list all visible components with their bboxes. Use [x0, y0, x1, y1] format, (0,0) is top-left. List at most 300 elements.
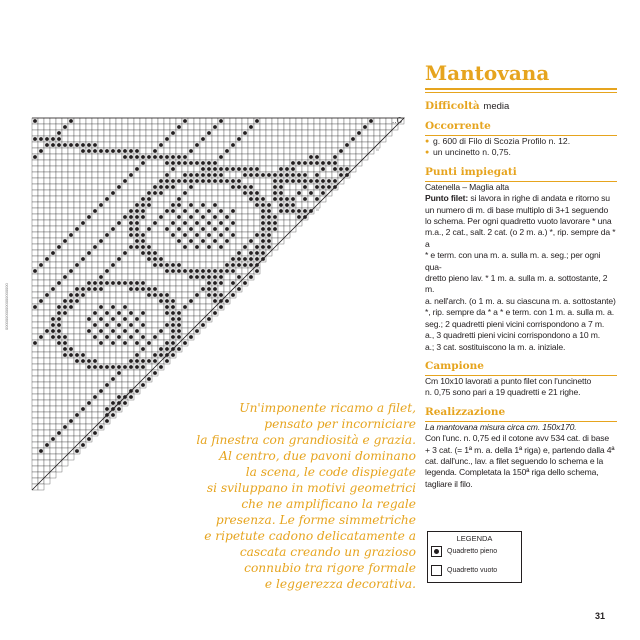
grid-cell [128, 304, 134, 310]
filled-dot [129, 173, 133, 177]
grid-cell [116, 274, 122, 280]
grid-cell [134, 292, 140, 298]
filled-dot [207, 281, 211, 285]
title-rule-thin [425, 92, 617, 93]
filled-dot [153, 293, 157, 297]
grid-cell [164, 328, 170, 334]
filled-dot [141, 209, 145, 213]
grid-cell [242, 136, 248, 142]
grid-cell [44, 244, 50, 250]
filled-dot [153, 353, 157, 357]
grid-cell [338, 118, 344, 124]
grid-cell [80, 250, 86, 256]
filled-dot [177, 347, 181, 351]
grid-cell [122, 292, 128, 298]
filled-dot [159, 365, 163, 369]
grid-cell [98, 376, 104, 382]
grid-cell [98, 142, 104, 148]
grid-cell [128, 316, 134, 322]
grid-cell [152, 226, 158, 232]
grid-cell [116, 376, 122, 382]
grid-cell [140, 220, 146, 226]
filled-dot [189, 185, 193, 189]
grid-cell [194, 316, 200, 322]
grid-cell [152, 304, 158, 310]
grid-cell [74, 370, 80, 376]
grid-cell [74, 160, 80, 166]
grid-cell [56, 442, 62, 448]
grid-cell [338, 154, 344, 160]
grid-cell [116, 190, 122, 196]
grid-cell [158, 340, 164, 346]
grid-cell [68, 382, 74, 388]
grid-cell [62, 178, 68, 184]
grid-cell [194, 214, 200, 220]
filled-dot [273, 173, 277, 177]
grid-cell [134, 304, 140, 310]
grid-cell [176, 208, 182, 214]
filled-dot [219, 221, 223, 225]
grid-cell [104, 142, 110, 148]
filled-dot [117, 221, 121, 225]
filled-dot [165, 341, 169, 345]
filled-dot [369, 119, 373, 123]
grid-cell [194, 166, 200, 172]
filled-dot [183, 233, 187, 237]
filled-dot [279, 191, 283, 195]
grid-cell [122, 142, 128, 148]
grid-cell [176, 142, 182, 148]
grid-cell [158, 334, 164, 340]
grid-cell [104, 226, 110, 232]
grid-cell [224, 154, 230, 160]
grid-cell [218, 190, 224, 196]
filled-dot [93, 365, 97, 369]
grid-cell [224, 256, 230, 262]
filled-dot [81, 407, 85, 411]
grid-cell [98, 244, 104, 250]
grid-cell [50, 172, 56, 178]
filled-dot [135, 215, 139, 219]
filled-dot [135, 353, 139, 357]
grid-cell [338, 130, 344, 136]
grid-cell [176, 220, 182, 226]
filled-dot [165, 263, 169, 267]
filled-dot [141, 383, 145, 387]
grid-cell [44, 172, 50, 178]
grid-cell [308, 142, 314, 148]
filled-dot [297, 173, 301, 177]
filled-dot [105, 281, 109, 285]
grid-cell [62, 250, 68, 256]
grid-cell [38, 292, 44, 298]
grid-cell [68, 280, 74, 286]
filled-dot [69, 299, 73, 303]
grid-cell [164, 196, 170, 202]
filled-dot [99, 341, 103, 345]
filled-dot [213, 215, 217, 219]
grid-cell [110, 322, 116, 328]
grid-cell [236, 148, 242, 154]
legend [427, 531, 522, 583]
grid-cell [326, 118, 332, 124]
grid-cell [188, 166, 194, 172]
grid-cell [74, 310, 80, 316]
grid-cell [56, 202, 62, 208]
filled-dot [255, 251, 259, 255]
grid-cell [260, 154, 266, 160]
grid-cell [164, 130, 170, 136]
grid-cell [164, 214, 170, 220]
grid-cell [284, 142, 290, 148]
grid-cell [224, 184, 230, 190]
grid-cell [44, 340, 50, 346]
filled-dot [87, 281, 91, 285]
grid-cell [56, 262, 62, 268]
filled-dot [171, 323, 175, 327]
grid-cell [302, 130, 308, 136]
grid-cell [62, 328, 68, 334]
grid-cell [164, 148, 170, 154]
grid-cell [80, 190, 86, 196]
grid-cell [116, 160, 122, 166]
grid-cell [74, 340, 80, 346]
filled-dot [147, 293, 151, 297]
filled-dot [105, 365, 109, 369]
filled-dot [309, 179, 313, 183]
filled-dot [69, 269, 73, 273]
grid-cell [92, 232, 98, 238]
grid-cell [38, 388, 44, 394]
grid-cell [38, 430, 44, 436]
filled-dot [105, 383, 109, 387]
grid-cell [98, 310, 104, 316]
grid-cell [320, 154, 326, 160]
grid-cell [56, 454, 62, 460]
grid-cell [32, 208, 38, 214]
filled-dot [171, 311, 175, 315]
grid-cell [92, 250, 98, 256]
filled-dot [105, 407, 109, 411]
grid-cell [74, 166, 80, 172]
grid-cell [38, 364, 44, 370]
filled-dot [213, 275, 217, 279]
grid-cell [194, 280, 200, 286]
grid-cell [32, 382, 38, 388]
quote-line: presenza. Le forme simmetriche [215, 513, 416, 527]
grid-cell [152, 244, 158, 250]
grid-cell [110, 256, 116, 262]
filled-dot [237, 137, 241, 141]
grid-cell [80, 400, 86, 406]
intro-quote [190, 400, 416, 592]
grid-cell [32, 400, 38, 406]
filled-dot [219, 167, 223, 171]
grid-cell [194, 118, 200, 124]
filled-dot [63, 353, 67, 357]
grid-cell [344, 136, 350, 142]
grid-cell [194, 256, 200, 262]
filled-dot [105, 233, 109, 237]
grid-cell [98, 370, 104, 376]
grid-cell [194, 298, 200, 304]
filled-dot [87, 401, 91, 405]
grid-cell [224, 160, 230, 166]
grid-cell [62, 286, 68, 292]
grid-cell [32, 394, 38, 400]
filled-dot [207, 131, 211, 135]
filet-line: lo schema. Per ogni quadretto vuoto lavorare * una [425, 216, 612, 227]
grid-cell [92, 268, 98, 274]
filled-dot [303, 197, 307, 201]
grid-cell [62, 232, 68, 238]
grid-cell [368, 142, 374, 148]
grid-cell [38, 202, 44, 208]
grid-cell [176, 166, 182, 172]
grid-cell [284, 118, 290, 124]
grid-cell [170, 244, 176, 250]
filled-dot [297, 215, 301, 219]
grid-cell [62, 196, 68, 202]
grid-cell [38, 220, 44, 226]
grid-cell [98, 160, 104, 166]
grid-cell [86, 298, 92, 304]
grid-cell [86, 382, 92, 388]
grid-cell [80, 196, 86, 202]
grid-cell [170, 238, 176, 244]
filled-dot [129, 311, 133, 315]
filled-dot [81, 143, 85, 147]
grid-cell [98, 196, 104, 202]
filled-dot [261, 245, 265, 249]
grid-cell [242, 232, 248, 238]
grid-cell [158, 130, 164, 136]
grid-cell [170, 142, 176, 148]
filled-dot [105, 311, 109, 315]
grid-cell [44, 262, 50, 268]
grid-cell [266, 178, 272, 184]
grid-cell [146, 172, 152, 178]
filled-dot [57, 311, 61, 315]
grid-cell [134, 370, 140, 376]
grid-cell [230, 226, 236, 232]
filled-dot [279, 197, 283, 201]
filled-dot [105, 269, 109, 273]
grid-cell [140, 304, 146, 310]
filled-dot [231, 185, 235, 189]
filled-dot [123, 317, 127, 321]
grid-cell [152, 178, 158, 184]
filled-dot [243, 131, 247, 135]
filled-dot [207, 221, 211, 225]
filled-dot [171, 329, 175, 333]
grid-cell [110, 232, 116, 238]
grid-cell [116, 298, 122, 304]
grid-cell [32, 364, 38, 370]
grid-cell [86, 172, 92, 178]
grid-cell [110, 334, 116, 340]
filled-dot [129, 209, 133, 213]
grid-cell [278, 136, 284, 142]
grid-cell [62, 292, 68, 298]
grid-cell [122, 256, 128, 262]
grid-cell [74, 406, 80, 412]
grid-cell [224, 286, 230, 292]
grid-cell [146, 352, 152, 358]
grid-cell [32, 454, 38, 460]
filled-dot [93, 335, 97, 339]
grid-cell [74, 394, 80, 400]
grid-cell [374, 124, 380, 130]
filled-dot [141, 335, 145, 339]
grid-cell [200, 130, 206, 136]
grid-cell [128, 376, 134, 382]
filled-dot [213, 227, 217, 231]
grid-cell [290, 148, 296, 154]
filled-dot [63, 335, 67, 339]
filled-dot [141, 323, 145, 327]
grid-cell [56, 424, 62, 430]
filled-dot [135, 329, 139, 333]
grid-cell [188, 292, 194, 298]
grid-cell [56, 256, 62, 262]
grid-cell [152, 310, 158, 316]
grid-cell [50, 418, 56, 424]
filled-dot [87, 437, 91, 441]
pattern-info [425, 60, 617, 490]
grid-cell [80, 418, 86, 424]
grid-cell [350, 160, 356, 166]
grid-cell [146, 130, 152, 136]
filled-dot [123, 251, 127, 255]
grid-cell [266, 166, 272, 172]
grid-cell [152, 232, 158, 238]
grid-cell [248, 130, 254, 136]
filled-dot [255, 269, 259, 273]
grid-cell [242, 238, 248, 244]
filled-dot [183, 179, 187, 183]
grid-cell [230, 118, 236, 124]
grid-cell [122, 220, 128, 226]
grid-cell [242, 208, 248, 214]
grid-cell [218, 148, 224, 154]
grid-cell [86, 244, 92, 250]
grid-cell [62, 214, 68, 220]
grid-cell [80, 328, 86, 334]
grid-cell [332, 172, 338, 178]
grid-cell [140, 268, 146, 274]
grid-cell [50, 400, 56, 406]
grid-cell [236, 238, 242, 244]
grid-cell [104, 394, 110, 400]
grid-cell [62, 388, 68, 394]
grid-cell [62, 118, 68, 124]
grid-cell [218, 142, 224, 148]
grid-cell [104, 220, 110, 226]
grid-cell [32, 190, 38, 196]
grid-cell [116, 154, 122, 160]
filled-dot [255, 173, 259, 177]
grid-cell [290, 184, 296, 190]
grid-cell [56, 418, 62, 424]
grid-cell [38, 436, 44, 442]
grid-cell [236, 232, 242, 238]
grid-cell [290, 190, 296, 196]
grid-cell [110, 346, 116, 352]
grid-cell [98, 292, 104, 298]
filled-dot [123, 329, 127, 333]
grid-cell [146, 124, 152, 130]
filled-dot [333, 155, 337, 159]
grid-cell [56, 196, 62, 202]
grid-cell [98, 226, 104, 232]
filled-dot [147, 245, 151, 249]
filled-dot [117, 323, 121, 327]
grid-cell [248, 232, 254, 238]
stitches-intro: Catenella – Maglia alta [425, 181, 509, 192]
filled-dot [99, 389, 103, 393]
grid-cell [170, 250, 176, 256]
grid-cell [86, 340, 92, 346]
grid-cell [146, 118, 152, 124]
grid-cell [50, 238, 56, 244]
grid-cell [116, 118, 122, 124]
grid-cell [236, 208, 242, 214]
filled-dot [69, 353, 73, 357]
grid-cell [86, 136, 92, 142]
grid-cell [314, 136, 320, 142]
grid-cell [158, 322, 164, 328]
grid-cell [44, 226, 50, 232]
grid-cell [128, 370, 134, 376]
grid-cell [146, 364, 152, 370]
grid-cell [170, 274, 176, 280]
grid-cell [218, 214, 224, 220]
grid-cell [110, 202, 116, 208]
grid-cell [182, 142, 188, 148]
filled-dot [201, 227, 205, 231]
grid-cell [140, 172, 146, 178]
filled-dot [267, 221, 271, 225]
grid-cell [38, 406, 44, 412]
grid-cell [38, 484, 44, 490]
filet-label: Punto filet: [425, 193, 469, 204]
grid-cell [44, 274, 50, 280]
grid-cell [74, 148, 80, 154]
filled-dot [303, 173, 307, 177]
filled-dot [129, 149, 133, 153]
grid-cell [218, 226, 224, 232]
grid-cell [128, 184, 134, 190]
grid-cell [350, 154, 356, 160]
grid-cell [140, 298, 146, 304]
grid-cell [104, 178, 110, 184]
grid-cell [200, 280, 206, 286]
filled-dot [141, 365, 145, 369]
filled-dot [261, 173, 265, 177]
grid-cell [80, 430, 86, 436]
grid-cell [38, 412, 44, 418]
grid-cell [278, 220, 284, 226]
grid-cell [32, 274, 38, 280]
filled-dot [183, 161, 187, 165]
grid-cell [50, 124, 56, 130]
filled-dot [117, 395, 121, 399]
filled-dot [105, 149, 109, 153]
grid-cell [188, 256, 194, 262]
filet-line: m.a., 2 cat., salt. 2 cat. (o 2 m. a.) *, rip. sempre da * a [425, 227, 616, 249]
filled-dot [303, 179, 307, 183]
